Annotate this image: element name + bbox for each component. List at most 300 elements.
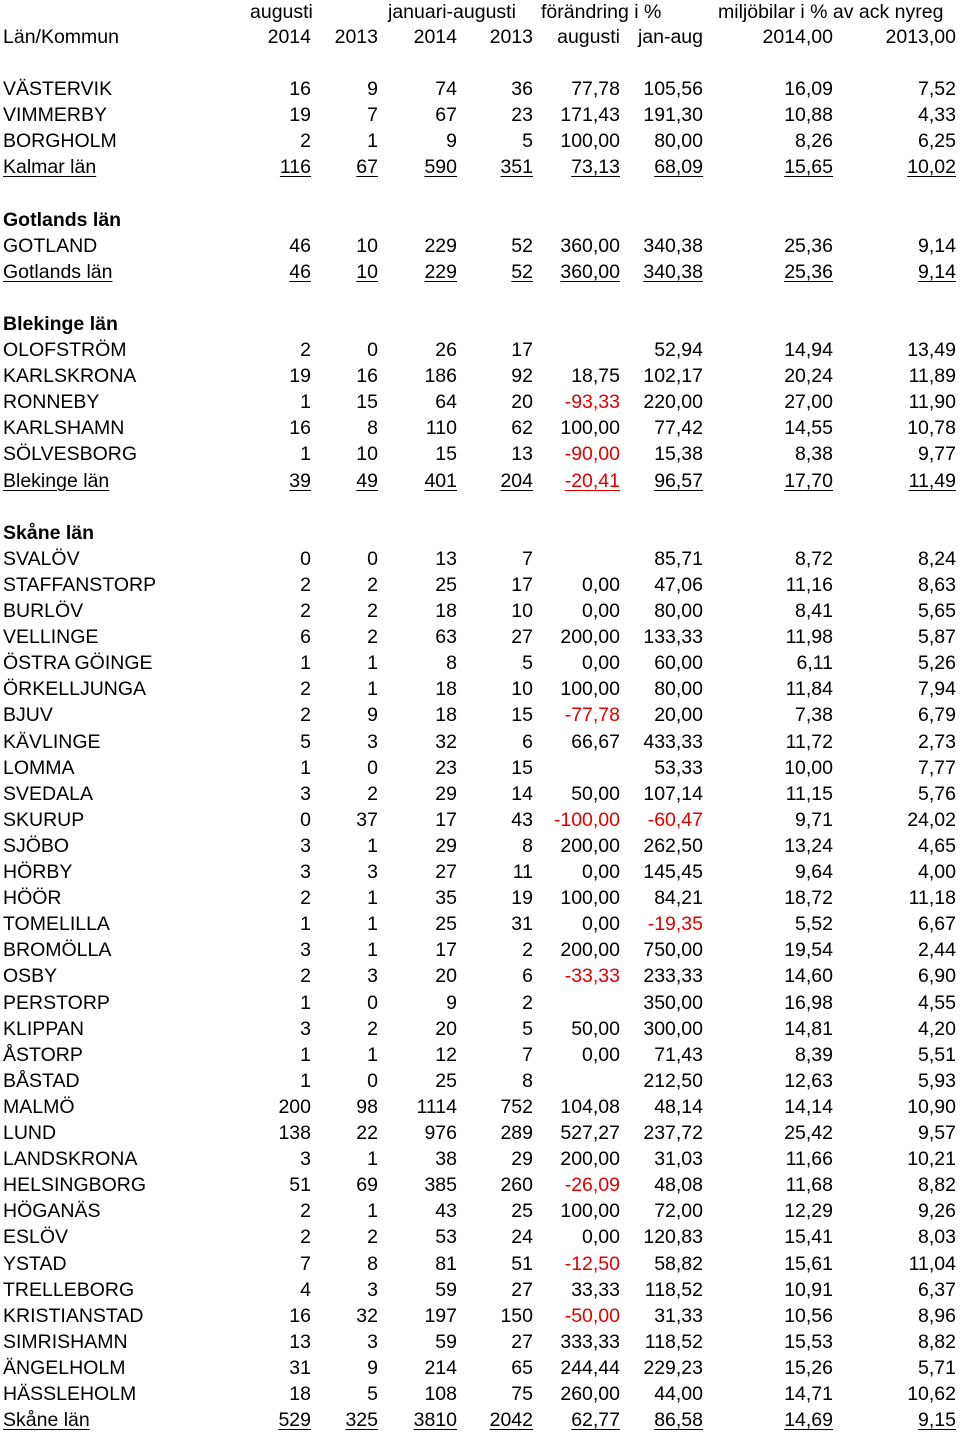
green-2014-cell: 11,15	[785, 782, 833, 805]
green-2014-cell: 15,26	[784, 1356, 833, 1379]
augusti-2014-cell: 138	[278, 1122, 311, 1144]
jan-aug-2014-cell: 18	[435, 704, 457, 727]
table-row	[0, 781, 960, 807]
augusti-2013-cell: 1	[367, 652, 378, 675]
change-augusti-cell: 0,00	[582, 913, 620, 936]
jan-aug-2014-cell: 197	[424, 1304, 457, 1327]
jan-aug-2014-cell: 15	[435, 443, 457, 466]
county-total-row	[0, 259, 960, 285]
change-augusti-cell: 0,00	[582, 1043, 620, 1066]
change-augusti-cell: 73,13	[571, 156, 620, 179]
change-augusti-cell: 18,75	[571, 365, 620, 388]
name-cell: Skåne län	[3, 1409, 90, 1432]
augusti-2014-cell: 19	[289, 365, 311, 388]
change-group-label: förändring i %	[541, 1, 662, 23]
table-row	[0, 676, 960, 702]
name-cell: OLOFSTRÖM	[3, 339, 127, 361]
county-total-row	[0, 1407, 960, 1433]
green-2014-cell: 8,72	[795, 547, 833, 570]
table-row	[0, 363, 960, 389]
green-2014-cell: 11,84	[785, 678, 833, 701]
change-jan-aug-cell: 340,38	[643, 234, 703, 257]
name-cell: ESLÖV	[3, 1226, 69, 1249]
column-header-3: 2014	[413, 26, 457, 48]
jan-aug-2013-cell: 24	[511, 1226, 533, 1249]
jan-aug-2013-cell: 6	[522, 730, 533, 753]
column-header-8: 2013,00	[885, 26, 956, 48]
county-title: Blekinge län	[3, 312, 118, 335]
augusti-2014-cell: 7	[300, 1252, 311, 1275]
change-augusti-cell: 100,00	[560, 1200, 620, 1223]
green-2013-cell: 5,71	[918, 1356, 956, 1379]
augusti-2013-cell: 8	[367, 417, 378, 440]
table-row	[0, 1042, 960, 1068]
green-2013-cell: 5,76	[918, 782, 956, 805]
augusti-2013-cell: 2	[367, 1017, 378, 1040]
augusti-2014-cell: 1	[300, 991, 311, 1014]
green-2013-cell: 8,03	[918, 1226, 956, 1249]
jan-aug-2013-cell: 8	[522, 834, 533, 857]
augusti-2013-cell: 2	[367, 782, 378, 805]
green-2014-cell: 11,66	[785, 1148, 833, 1171]
green-2013-cell: 4,00	[918, 861, 956, 883]
green-2013-cell: 6,90	[918, 965, 956, 988]
jan-aug-2014-cell: 27	[435, 861, 457, 883]
green-2013-cell: 11,18	[908, 887, 956, 910]
augusti-2014-cell: 16	[289, 417, 311, 440]
column-header-1: 2014	[267, 26, 311, 48]
jan-aug-2013-cell: 11	[512, 861, 533, 883]
green-2013-cell: 8,82	[918, 1330, 956, 1353]
green-2014-cell: 6,11	[796, 652, 833, 675]
jan-aug-2013-cell: 17	[511, 339, 533, 361]
jan-aug-2013-cell: 15	[511, 704, 533, 727]
county-heading	[0, 520, 960, 546]
green-2014-cell: 8,26	[795, 130, 833, 153]
county-heading	[0, 207, 960, 233]
name-cell: HÖGANÄS	[3, 1200, 101, 1223]
column-header-name: Län/Kommun	[3, 26, 119, 48]
jan-aug-2013-cell: 19	[511, 887, 533, 910]
augusti-2014-cell: 1	[300, 652, 311, 675]
name-cell: LOMMA	[3, 756, 75, 779]
table-row	[0, 598, 960, 624]
change-augusti-cell: 0,00	[582, 600, 620, 622]
change-jan-aug-cell: 44,00	[654, 1383, 703, 1405]
green-2014-cell: 19,54	[784, 939, 833, 962]
change-jan-aug-cell: 71,43	[654, 1043, 703, 1066]
augusti-2013-cell: 2	[367, 573, 378, 596]
change-augusti-cell: 100,00	[560, 417, 620, 440]
green-2014-cell: 12,29	[784, 1200, 833, 1223]
augusti-2014-cell: 2	[300, 339, 311, 361]
augusti-2014-cell: 1	[300, 756, 311, 779]
change-augusti-cell: 100,00	[560, 130, 620, 153]
jan-aug-2014-cell: 186	[424, 365, 457, 388]
name-cell: PERSTORP	[3, 991, 110, 1014]
green-2013-cell: 5,65	[918, 600, 956, 622]
augusti-2013-cell: 8	[367, 1252, 378, 1275]
green-2014-cell: 16,98	[784, 991, 833, 1014]
jan-aug-2014-cell: 229	[424, 234, 457, 257]
change-jan-aug-cell: 220,00	[643, 391, 703, 414]
jan-aug-2014-cell: 18	[435, 600, 457, 622]
table-row	[0, 1355, 960, 1381]
change-augusti-cell: -77,78	[564, 704, 620, 727]
green-2013-cell: 8,82	[918, 1174, 956, 1197]
change-augusti-cell: 200,00	[560, 626, 620, 649]
green-2013-cell: 11,89	[908, 365, 956, 388]
green-2014-cell: 27,00	[784, 391, 833, 414]
augusti-2014-cell: 3	[300, 1148, 311, 1171]
name-cell: BROMÖLLA	[3, 939, 112, 962]
jan-aug-2014-cell: 38	[435, 1148, 457, 1171]
table-row	[0, 1172, 960, 1198]
name-cell: TOMELILLA	[3, 913, 110, 936]
change-jan-aug-cell: 191,30	[643, 104, 703, 127]
augusti-2014-cell: 1	[300, 443, 311, 466]
augusti-2014-cell: 4	[300, 1278, 311, 1301]
green-2013-cell: 9,26	[918, 1200, 956, 1223]
green-2013-cell: 2,44	[918, 939, 956, 962]
name-cell: OSBY	[3, 965, 58, 988]
change-jan-aug-cell: 237,72	[643, 1122, 703, 1144]
green-2013-cell: 4,20	[918, 1017, 956, 1040]
jan-aug-2014-cell: 110	[425, 417, 457, 440]
green-2014-cell: 15,65	[784, 156, 833, 179]
jan-aug-2013-cell: 36	[511, 78, 533, 100]
green-2014-cell: 8,38	[795, 443, 833, 466]
jan-aug-2013-cell: 27	[511, 626, 533, 649]
jan-aug-2013-cell: 2042	[489, 1409, 533, 1432]
change-augusti-cell: -100,00	[553, 808, 620, 831]
change-jan-aug-cell: 31,03	[654, 1148, 703, 1171]
table-row	[0, 1016, 960, 1042]
green-2014-cell: 8,39	[795, 1043, 833, 1066]
table-row	[0, 1198, 960, 1224]
change-jan-aug-cell: 118,52	[644, 1278, 703, 1301]
green-2013-cell: 4,33	[918, 104, 956, 127]
change-augusti-cell: 200,00	[560, 834, 620, 857]
augusti-2014-cell: 6	[300, 626, 311, 649]
jan-aug-2014-cell: 20	[435, 1017, 457, 1040]
change-augusti-cell: 77,78	[571, 78, 620, 100]
green-2013-cell: 6,25	[918, 130, 956, 153]
green-2013-cell: 11,90	[908, 391, 956, 414]
change-jan-aug-cell: 102,17	[643, 365, 703, 388]
change-jan-aug-cell: 212,50	[643, 1069, 703, 1092]
change-augusti-cell: 0,00	[582, 573, 620, 596]
change-jan-aug-cell: 47,06	[654, 573, 703, 596]
name-cell: HÖRBY	[3, 861, 73, 883]
jan-aug-2013-cell: 27	[511, 1330, 533, 1353]
change-augusti-cell: 100,00	[560, 887, 620, 910]
augusti-2013-cell: 1	[367, 887, 378, 910]
change-augusti-cell: 33,33	[571, 1278, 620, 1301]
name-cell: ÖRKELLJUNGA	[3, 678, 147, 701]
augusti-2014-cell: 2	[300, 130, 311, 153]
change-jan-aug-cell: 86,58	[654, 1409, 703, 1432]
green-2013-cell: 10,78	[907, 417, 956, 440]
green-2013-cell: 9,15	[918, 1409, 956, 1432]
change-jan-aug-cell: 15,38	[654, 443, 703, 466]
change-jan-aug-cell: 145,45	[643, 861, 703, 883]
name-cell: LUND	[3, 1122, 57, 1144]
green-2014-cell: 10,91	[784, 1278, 833, 1301]
change-jan-aug-cell: 20,00	[654, 704, 703, 727]
jan-aug-2013-cell: 27	[511, 1278, 533, 1301]
change-augusti-cell: -20,41	[564, 469, 620, 492]
name-cell: HELSINGBORG	[3, 1174, 147, 1197]
augusti-2013-cell: 1	[367, 1200, 378, 1223]
augusti-2013-cell: 32	[356, 1304, 378, 1327]
augusti-2014-cell: 3	[300, 782, 311, 805]
change-augusti-cell: 66,67	[571, 730, 620, 753]
augusti-2013-cell: 3	[367, 1278, 378, 1301]
green-2014-cell: 11,16	[785, 573, 833, 596]
augusti-2013-cell: 1	[367, 130, 378, 153]
change-augusti-cell: 104,08	[560, 1095, 620, 1118]
augusti-2013-cell: 16	[356, 365, 378, 388]
jan-aug-2013-cell: 351	[500, 156, 533, 179]
green-2014-cell: 15,61	[784, 1252, 833, 1275]
name-cell: SJÖBO	[3, 834, 70, 857]
change-augusti-cell: 244,44	[560, 1356, 620, 1379]
name-cell: VIMMERBY	[3, 104, 108, 127]
jan-aug-2013-cell: 5	[522, 652, 533, 675]
augusti-2014-cell: 529	[278, 1409, 311, 1432]
jan-aug-2013-cell: 52	[511, 260, 533, 283]
jan-aug-2014-cell: 23	[435, 756, 457, 779]
green-2014-cell: 11,98	[785, 626, 833, 649]
jan-aug-2013-cell: 25	[511, 1200, 533, 1223]
jan-aug-2013-cell: 7	[522, 547, 533, 570]
jan-aug-group-label: januari-augusti	[388, 1, 516, 23]
augusti-2013-cell: 2	[367, 600, 378, 622]
jan-aug-2013-cell: 6	[522, 965, 533, 988]
table-row	[0, 937, 960, 963]
augusti-2014-cell: 3	[300, 834, 311, 857]
change-jan-aug-cell: 31,33	[654, 1304, 703, 1327]
jan-aug-2013-cell: 5	[522, 130, 533, 153]
augusti-2014-cell: 46	[289, 234, 311, 257]
change-jan-aug-cell: 120,83	[643, 1226, 703, 1249]
augusti-2014-cell: 116	[279, 156, 311, 179]
augusti-2013-cell: 325	[345, 1409, 378, 1432]
jan-aug-2014-cell: 401	[424, 469, 457, 492]
name-cell: ÖSTRA GÖINGE	[3, 652, 153, 675]
augusti-2013-cell: 3	[367, 1330, 378, 1353]
green-2014-cell: 16,09	[784, 78, 833, 100]
green-2014-cell: 11,72	[785, 730, 833, 753]
green-2014-cell: 5,52	[795, 913, 833, 936]
augusti-group-label: augusti	[250, 1, 313, 23]
jan-aug-2013-cell: 260	[500, 1174, 533, 1197]
change-augusti-cell: -93,33	[564, 391, 620, 414]
augusti-2014-cell: 39	[289, 469, 311, 492]
green-2014-cell: 25,42	[784, 1122, 833, 1144]
jan-aug-2014-cell: 81	[435, 1252, 457, 1275]
jan-aug-2013-cell: 752	[500, 1095, 533, 1118]
green-2013-cell: 2,73	[918, 730, 956, 753]
jan-aug-2014-cell: 43	[435, 1200, 457, 1223]
green-2013-cell: 8,24	[918, 547, 956, 570]
green-2014-cell: 15,41	[784, 1226, 833, 1249]
name-cell: KRISTIANSTAD	[3, 1304, 144, 1327]
augusti-2013-cell: 10	[356, 443, 378, 466]
augusti-2014-cell: 2	[300, 573, 311, 596]
name-cell: HÄSSLEHOLM	[3, 1383, 137, 1405]
change-jan-aug-cell: 48,14	[654, 1095, 703, 1118]
jan-aug-2013-cell: 2	[522, 991, 533, 1014]
change-jan-aug-cell: 433,33	[643, 730, 703, 753]
augusti-2014-cell: 3	[300, 939, 311, 962]
augusti-2014-cell: 0	[300, 547, 311, 570]
green-2014-cell: 14,94	[784, 339, 833, 361]
jan-aug-2013-cell: 92	[511, 365, 533, 388]
augusti-2013-cell: 1	[367, 1043, 378, 1066]
table-row	[0, 990, 960, 1016]
augusti-2013-cell: 2	[367, 626, 378, 649]
augusti-2013-cell: 67	[356, 156, 378, 179]
change-jan-aug-cell: -19,35	[647, 913, 703, 936]
augusti-2014-cell: 51	[289, 1174, 311, 1197]
name-cell: VÄSTERVIK	[3, 78, 113, 100]
change-augusti-cell: 50,00	[571, 782, 620, 805]
table-row	[0, 1329, 960, 1355]
table-row	[0, 702, 960, 728]
green-2014-cell: 10,00	[784, 756, 833, 779]
name-cell: Kalmar län	[3, 156, 97, 179]
augusti-2013-cell: 10	[356, 260, 378, 283]
green-2013-cell: 5,87	[918, 626, 956, 649]
green-2014-cell: 8,41	[795, 600, 833, 622]
table-row	[0, 1277, 960, 1303]
green-2013-cell: 13,49	[907, 339, 956, 361]
augusti-2014-cell: 2	[300, 1200, 311, 1223]
green-2013-cell: 10,02	[907, 156, 956, 179]
jan-aug-2014-cell: 32	[435, 730, 457, 753]
change-jan-aug-cell: 229,23	[643, 1356, 703, 1379]
table-row	[0, 572, 960, 598]
augusti-2013-cell: 3	[367, 861, 378, 883]
jan-aug-2013-cell: 7	[522, 1043, 533, 1066]
change-augusti-cell: 333,33	[560, 1330, 620, 1353]
green-2013-cell: 4,65	[918, 834, 956, 857]
jan-aug-2013-cell: 204	[500, 469, 533, 492]
jan-aug-2013-cell: 13	[511, 443, 533, 466]
augusti-2013-cell: 15	[356, 391, 378, 414]
augusti-2013-cell: 37	[356, 808, 378, 831]
green-2013-cell: 5,26	[918, 652, 956, 675]
change-augusti-cell: 0,00	[582, 1226, 620, 1249]
green-2014-cell: 13,24	[784, 834, 833, 857]
county-heading	[0, 311, 960, 337]
jan-aug-2013-cell: 52	[511, 234, 533, 257]
jan-aug-2014-cell: 214	[424, 1356, 457, 1379]
jan-aug-2013-cell: 14	[511, 782, 533, 805]
augusti-2014-cell: 46	[289, 260, 311, 283]
change-augusti-cell: 100,00	[560, 678, 620, 701]
augusti-2014-cell: 1	[300, 1043, 311, 1066]
green-2014-cell: 25,36	[784, 260, 833, 283]
jan-aug-2013-cell: 75	[511, 1383, 533, 1405]
jan-aug-2014-cell: 59	[435, 1330, 457, 1353]
name-cell: KLIPPAN	[3, 1017, 84, 1040]
jan-aug-2013-cell: 150	[500, 1304, 533, 1327]
augusti-2013-cell: 0	[367, 991, 378, 1014]
augusti-2013-cell: 5	[367, 1383, 378, 1405]
table-row	[0, 128, 960, 154]
green-2014-cell: 17,70	[784, 469, 833, 492]
augusti-2013-cell: 69	[356, 1174, 378, 1197]
change-augusti-cell: 0,00	[582, 652, 620, 675]
augusti-2014-cell: 1	[300, 391, 311, 414]
green-cars-group-label: miljöbilar i % av ack nyreg	[718, 1, 944, 23]
change-jan-aug-cell: 118,52	[644, 1330, 703, 1353]
column-header-5: augusti	[557, 26, 620, 48]
green-2013-cell: 9,77	[918, 443, 956, 466]
table-row	[0, 546, 960, 572]
jan-aug-2014-cell: 53	[435, 1226, 457, 1249]
name-cell: KÄVLINGE	[3, 730, 101, 753]
change-jan-aug-cell: 58,82	[654, 1252, 703, 1275]
table-row	[0, 1068, 960, 1094]
jan-aug-2014-cell: 9	[446, 130, 457, 153]
name-cell: BÅSTAD	[3, 1069, 80, 1092]
augusti-2014-cell: 1	[300, 913, 311, 936]
jan-aug-2013-cell: 43	[511, 808, 533, 831]
change-augusti-cell: 200,00	[560, 939, 620, 962]
jan-aug-2013-cell: 289	[500, 1122, 533, 1144]
green-2013-cell: 8,63	[918, 573, 956, 596]
name-cell: SIMRISHAMN	[3, 1330, 128, 1353]
jan-aug-2014-cell: 63	[435, 626, 457, 649]
change-jan-aug-cell: 85,71	[654, 547, 703, 570]
jan-aug-2013-cell: 10	[511, 678, 533, 701]
green-2014-cell: 12,63	[784, 1069, 833, 1092]
augusti-2013-cell: 1	[367, 834, 378, 857]
augusti-2014-cell: 3	[300, 861, 311, 883]
table-row	[0, 807, 960, 833]
jan-aug-2014-cell: 25	[435, 573, 457, 596]
name-cell: BURLÖV	[3, 600, 84, 622]
header-row-groups	[0, 0, 960, 25]
table-row	[0, 233, 960, 259]
green-2014-cell: 10,88	[784, 104, 833, 127]
change-augusti-cell: 171,43	[560, 104, 620, 127]
jan-aug-2014-cell: 67	[435, 104, 457, 127]
table-row	[0, 337, 960, 363]
green-2014-cell: 18,72	[784, 887, 833, 910]
change-jan-aug-cell: 80,00	[654, 678, 703, 701]
green-2013-cell: 11,04	[908, 1252, 956, 1275]
change-jan-aug-cell: 233,33	[643, 965, 703, 988]
augusti-2013-cell: 22	[356, 1122, 378, 1144]
change-jan-aug-cell: 262,50	[643, 834, 703, 857]
augusti-2014-cell: 2	[300, 965, 311, 988]
name-cell: BORGHOLM	[3, 130, 117, 153]
table-row	[0, 859, 960, 885]
change-jan-aug-cell: 107,14	[643, 782, 703, 805]
augusti-2013-cell: 0	[367, 756, 378, 779]
change-jan-aug-cell: 133,33	[643, 626, 703, 649]
name-cell: GOTLAND	[3, 234, 98, 257]
change-augusti-cell: -90,00	[564, 443, 620, 466]
change-augusti-cell: 360,00	[560, 260, 620, 283]
table-row	[0, 911, 960, 937]
jan-aug-2013-cell: 65	[511, 1356, 533, 1379]
